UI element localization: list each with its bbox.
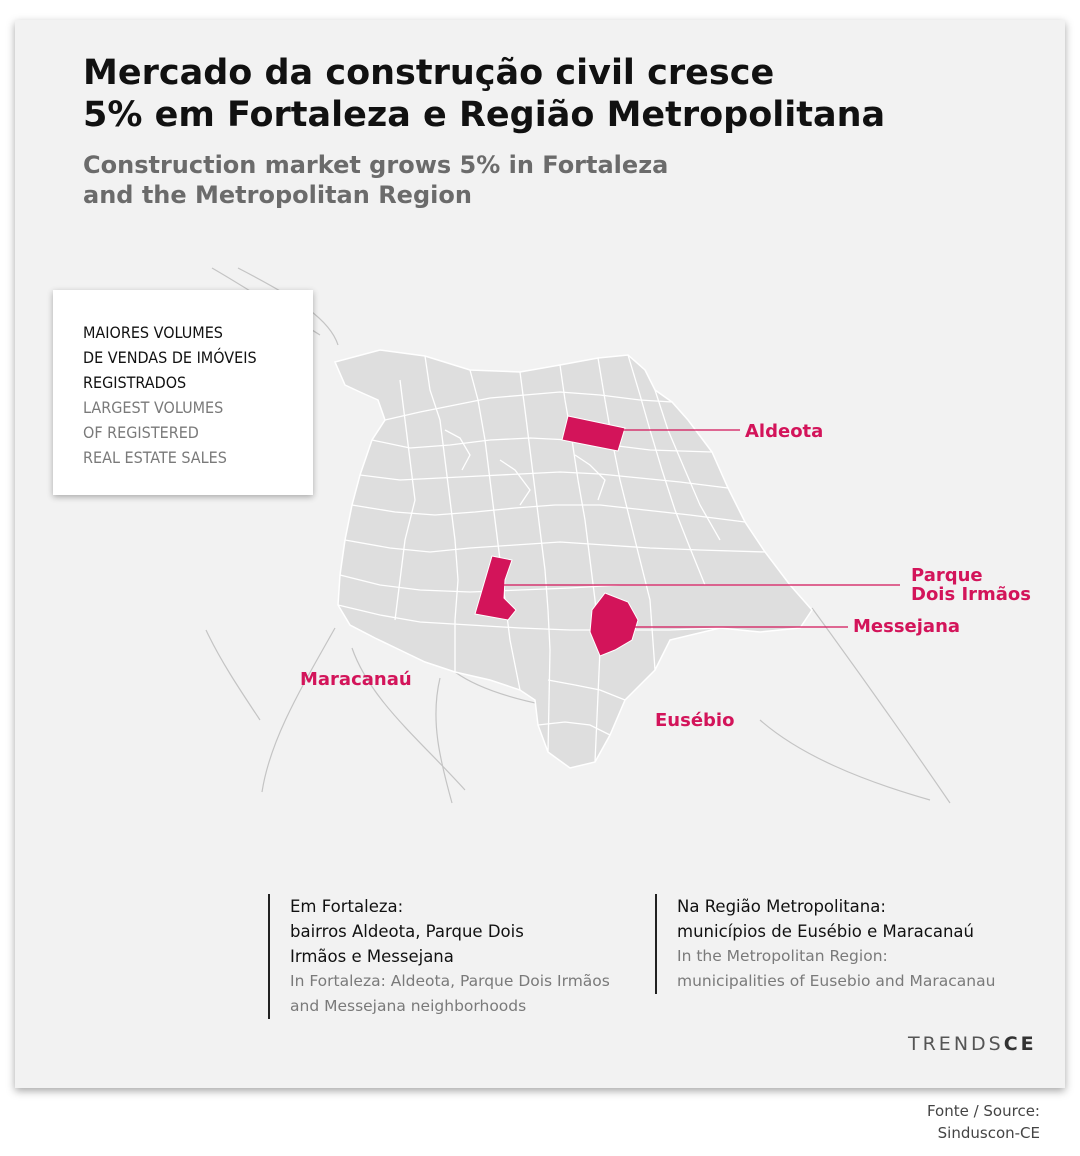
- trendsce-logo: [908, 1033, 1037, 1055]
- subtitle-line-1: Construction market grows 5% in Fortaleza: [83, 151, 669, 179]
- label-aldeota: Aldeota: [745, 421, 824, 442]
- legend-en-line-2: OF REGISTERED: [83, 423, 199, 442]
- label-parque-line-2: Dois Irmãos: [911, 584, 1032, 605]
- legend-pt-line-2: DE VENDAS DE IMÓVEIS: [83, 348, 257, 367]
- title-line-1: Mercado da construção civil cresce: [83, 53, 775, 93]
- note-metro: [655, 894, 1047, 994]
- note-metro-en-1: In the Metropolitan Region:: [677, 947, 888, 965]
- source-credit: [927, 1100, 1040, 1144]
- legend-en-line-3: REAL ESTATE SALES: [83, 448, 227, 467]
- source-line-1: Fonte / Source:: [926, 1102, 1040, 1120]
- source-line-2: Sinduscon-CE: [937, 1124, 1040, 1142]
- note-fortaleza-en-1: In Fortaleza: Aldeota, Parque Dois Irmãos: [290, 972, 610, 990]
- road-southeast: [760, 720, 930, 800]
- label-maracanau: Maracanaú: [300, 669, 412, 690]
- label-parque-dois-irmaos: [911, 566, 1031, 604]
- legend-pt-line-3: REGISTRADOS: [83, 373, 187, 392]
- label-parque-line-1: Parque: [911, 565, 983, 586]
- note-fortaleza-pt-3: Irmãos e Messejana: [290, 947, 454, 966]
- subtitle-line-2: and the Metropolitan Region: [83, 181, 472, 209]
- fortaleza-city-shape: [335, 350, 812, 768]
- road-southwest-1: [262, 628, 335, 792]
- note-fortaleza: [268, 894, 640, 1019]
- coastline-east: [812, 608, 950, 803]
- legend-text: [83, 320, 257, 470]
- road-south-2: [436, 678, 452, 803]
- label-messejana: Messejana: [853, 616, 961, 637]
- brand-part-1: TRENDS: [908, 1033, 1004, 1055]
- brand-part-2: CE: [1003, 1033, 1037, 1055]
- title-line-2: 5% em Fortaleza e Região Metropolitana: [83, 95, 886, 135]
- note-metro-pt-2: municípios de Eusébio e Maracanaú: [677, 922, 974, 941]
- legend-box: [53, 290, 313, 495]
- label-eusebio: Eusébio: [655, 710, 735, 731]
- note-fortaleza-pt-2: bairros Aldeota, Parque Dois: [290, 922, 524, 941]
- legend-pt-line-1: MAIORES VOLUMES: [83, 323, 223, 342]
- note-metro-pt-1: Na Região Metropolitana:: [677, 897, 886, 916]
- legend-en-line-1: LARGEST VOLUMES: [83, 398, 224, 417]
- note-fortaleza-pt-1: Em Fortaleza:: [290, 897, 404, 916]
- road-southwest-2: [206, 630, 260, 720]
- note-fortaleza-en-2: and Messejana neighborhoods: [290, 997, 527, 1015]
- note-metro-en-2: municipalities of Eusebio and Maracanau: [677, 972, 996, 990]
